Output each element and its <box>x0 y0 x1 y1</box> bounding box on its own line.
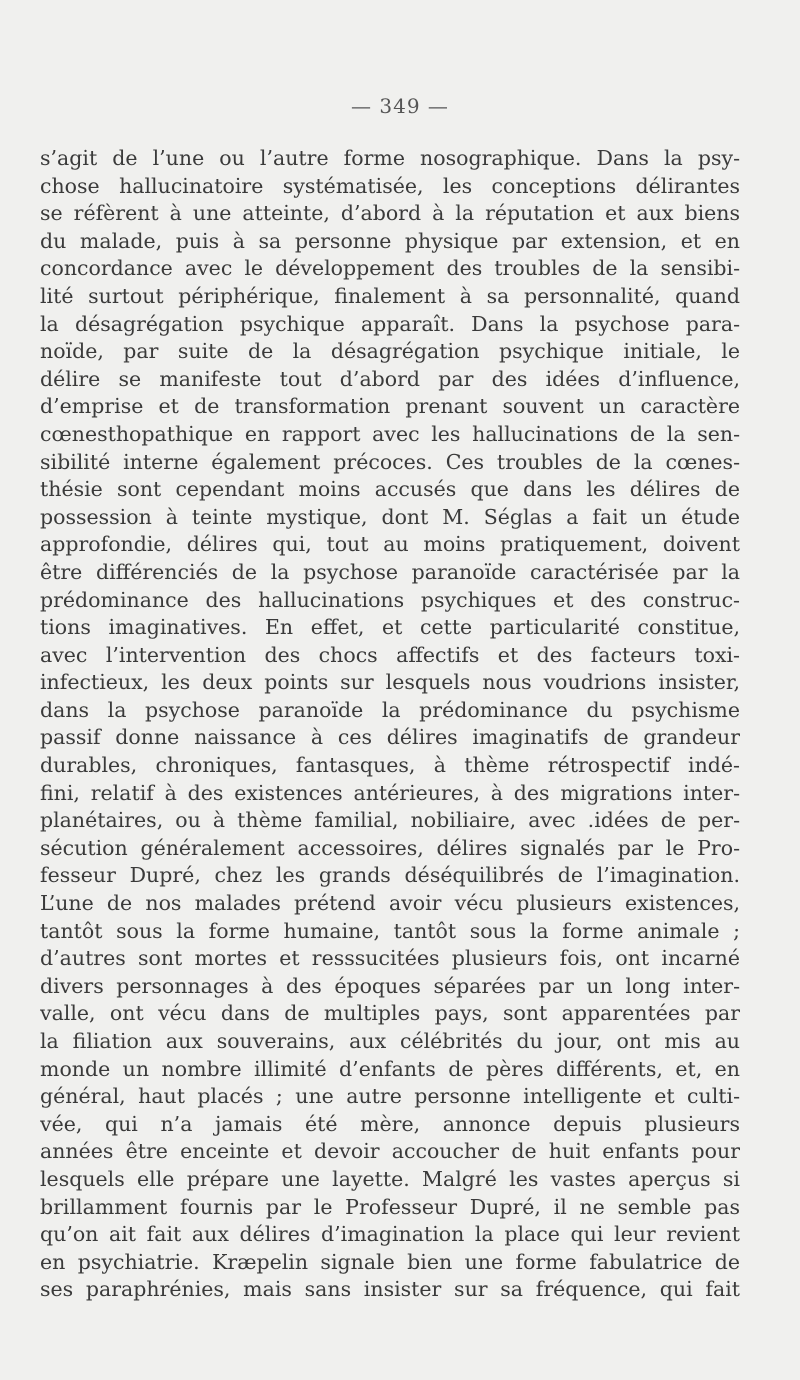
text-line: planétaires, ou à thème familial, nobiliaire, avec .idées de per- <box>40 808 740 833</box>
text-line: général, haut placés ; une autre personne intelligente et culti- <box>40 1084 740 1109</box>
text-line: valle, ont vécu dans de multiples pays, sont apparentées par <box>40 1001 740 1026</box>
text-line: se réfèrent à une atteinte, d’abord à la réputation et aux biens <box>40 201 740 226</box>
text-line: chose hallucinatoire systématisée, les conceptions délirantes <box>40 173 740 198</box>
text-line: s’agit de l’une ou l’autre forme nosographique. Dans la psy- <box>40 146 740 170</box>
text-line: cœnesthopathique en rapport avec les hallucinations de la sen- <box>40 421 740 446</box>
text-line: passif donne naissance à ces délires imaginatifs de grandeur <box>40 725 740 750</box>
text-line: d’emprise et de transformation prenant souvent un caractère <box>40 394 740 419</box>
page-number: — 349 — <box>351 94 449 118</box>
text-line: concordance avec le développement des troubles de la sensibi- <box>40 256 740 281</box>
text-line: lesquels elle prépare une layette. Malgré les vastes aperçus si <box>40 1166 740 1191</box>
text-line: ses paraphrénies, mais sans insister sur sa fréquence, qui fait <box>40 1277 740 1302</box>
text-line: tions imaginatives. En effet, et cette particularité constitue, <box>40 615 740 640</box>
text-line: qu’on ait fait aux délires d’imagination la place qui leur revient <box>40 1222 740 1247</box>
text-line: prédominance des hallucinations psychiques et des construc- <box>40 587 740 612</box>
text-line: du malade, puis à sa personne physique par extension, et en <box>40 228 740 253</box>
text-line: années être enceinte et devoir accoucher de huit enfants pour <box>40 1139 740 1164</box>
text-line: avec l’intervention des chocs affectifs et des facteurs toxi- <box>40 642 740 667</box>
text-line: monde un nombre illimité d’enfants de pères différents, et, en <box>40 1056 740 1081</box>
text-line: sécution généralement accessoires, délires signalés par le Pro- <box>40 835 740 860</box>
text-line: thésie sont cependant moins accusés que dans les délires de <box>40 477 740 502</box>
text-line: d’autres sont mortes et resssucitées plusieurs fois, ont incarné <box>40 946 740 971</box>
text-line: la désagrégation psychique apparaît. Dans la psychose para- <box>40 311 740 336</box>
text-line: la filiation aux souverains, aux célébrités du jour, ont mis au <box>40 1029 740 1053</box>
text-line: approfondie, délires qui, tout au moins pratiquement, doivent <box>40 532 740 557</box>
text-line: fini, relatif à des existences antérieures, à des migrations inter- <box>40 780 740 805</box>
text-line: tantôt sous la forme humaine, tantôt sous la forme animale ; <box>40 918 740 943</box>
text-line: vée, qui n’a jamais été mère, annonce depuis plusieurs <box>40 1111 740 1136</box>
text-line: dans la psychose paranoïde la prédominance du psychisme <box>40 697 740 722</box>
text-line: fesseur Dupré, chez les grands déséquilibrés de l’imagination. <box>40 863 740 888</box>
text-line: sibilité interne également précoces. Ces troubles de la cœnes- <box>40 449 740 474</box>
text-line: lité surtout périphérique, finalement à sa personnalité, quand <box>40 283 740 308</box>
text-line: être différenciés de la psychose paranoïde caractérisée par la <box>40 559 740 584</box>
text-line: L’une de nos malades prétend avoir vécu plusieurs existences, <box>40 891 740 916</box>
text-line: noïde, par suite de la désagrégation psychique initiale, le <box>40 339 740 364</box>
body-text <box>40 145 740 1304</box>
text-line: divers personnages à des époques séparées par un long inter- <box>40 973 740 998</box>
text-line: en psychiatrie. Kræpelin signale bien une forme fabulatrice de <box>40 1249 740 1274</box>
text-line: durables, chroniques, fantasques, à thème rétrospectif indé- <box>40 753 740 778</box>
text-line: infectieux, les deux points sur lesquels nous voudrions insister, <box>40 670 740 695</box>
text-line: possession à teinte mystique, dont M. Séglas a fait un étude <box>40 504 740 529</box>
text-line: brillamment fournis par le Professeur Dupré, il ne semble pas <box>40 1194 740 1219</box>
text-line: délire se manifeste tout d’abord par des idées d’influence, <box>40 366 740 391</box>
